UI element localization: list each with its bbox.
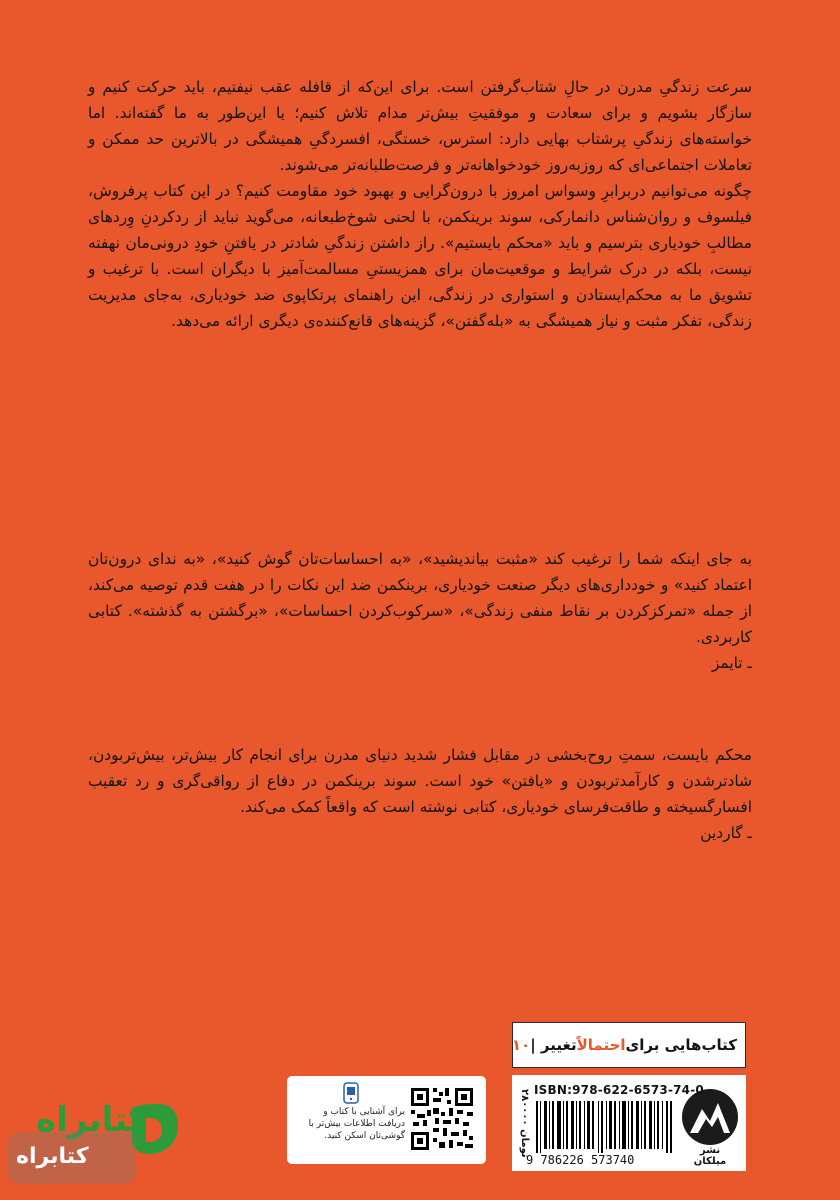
phone-scan-icon — [343, 1082, 359, 1104]
price-label: ۲۸۰۰۰۰ تومان — [519, 1088, 530, 1158]
intro-block — [88, 74, 752, 334]
series-label — [512, 1022, 746, 1068]
intro-paragraph-1: سرعت زندگیِ مدرن در حالِ شتاب‌گرفتن است. برای این‌که از قافله عقب نیفتیم، باید حرکت کنیم و سازگار بشویم و برای سعادت و موفقیتِ بیش‌تر مدام تلاش کنیم؛ یا این‌طور به ما گفته‌اند. اما خواسته‌های زندگیِ پرشتاب بهایی دارد: استرس، خستگی، افسردگیِ همیشگی در بالاترین حد ممکن و تعاملات اجتماعی‌ای که روزبه‌روز خودخواهانه‌تر و فرصت‌طلبانه‌تر می‌شوند. — [88, 78, 752, 174]
qr-code-icon — [409, 1086, 475, 1152]
barcode-bars — [536, 1101, 672, 1153]
ean-number: 9 786226 573740 — [526, 1153, 635, 1167]
intro-paragraph-2: چگونه می‌توانیم دربرابرِ وسواس امروز با درون‌گرایی و بهبود خود مقاومت کنیم؟ در این کتاب پرفروش، فیلسوف و روان‌شناس دانمارکی، سوند برینکمن، با لحنی شوخ‌طبعانه، می‌گوید نباید از ردکردنِ وِردهای مطالبِ خودیاری بترسیم و باید «محکم بایستیم». راز داشتن زندگیِ شادتر در یافتنِ خودِ درونی‌مان نهفته نیست، بلکه در درک شرایط و موقعیت‌مان برای همزیستیِ مسالمت‌آمیز با دیگران است. با ترغیب و تشویق ما به محکم‌ایستادن و استواری در زندگی، این راهنمای پرتکاپوی ضد خودیاری، به‌جای مدیریت زندگی، تفکر مثبت و نیاز همیشگی به «بله‌گفتن»، گزینه‌های قانع‌کننده‌ی دیگری ارائه می‌دهد. — [88, 182, 752, 330]
watermark-small-text: کتابراه — [16, 1144, 89, 1169]
series-label-part2: تغییر | — [530, 1036, 577, 1054]
review-guardian-text: محکم بایست، سمتِ روح‌بخشی در مقابل فشار شدید دنیای مدرن برای انجام کار بیش‌تر، بیش‌تربودن، شادترشدن و کارآمدتربودن و «یافتن» خود است. سوند برینکمن در دفاع از رواقی‌گری و رد تعقیب افسارگسیخته و طاقت‌فرسای خودیاری، کتابی نوشته است که واقعاً کمک می‌کند. — [88, 746, 752, 816]
isbn-text: ISBN:978-622-6573-74-0 — [534, 1083, 704, 1097]
series-number: ۱۰ — [511, 1036, 531, 1054]
qr-info-card — [287, 1076, 486, 1164]
review-times-source: ـ تایمز — [711, 654, 752, 672]
review-times-text: به‌ جای اینکه شما را ترغیب کند «مثبت بیاندیشید»، «به احساسات‌تان گوش کنید»، «به ندای درون‌تان اعتماد کنید» و خودداری‌های دیگر صنعت خودیاری، برینکمن ضد این نکات را در هفت قدم توصیه می‌کند، از جمله «تمرکزکردن بر نقاط منفی زندگی»، «سرکوب‌کردن احساسات»، «برگشتن به گذشته». کتابی کاربردی. — [88, 550, 752, 646]
review-guardian — [88, 742, 752, 846]
publisher-name: نشر میلکان — [693, 1145, 727, 1167]
series-label-part1: کتاب‌هایی برای — [625, 1036, 737, 1054]
watermark-big-text: کتابراه — [36, 1100, 149, 1140]
barcode-panel — [512, 1075, 746, 1171]
series-label-accent: احتمالاً — [576, 1036, 626, 1054]
review-guardian-source: ـ گاردین — [700, 824, 752, 842]
review-times — [88, 546, 752, 676]
qr-instructions: برای آشنایی با کتاب و دریافت اطلاعات بیش‌تر با گوشی‌تان اسکن کنید. — [308, 1107, 405, 1141]
